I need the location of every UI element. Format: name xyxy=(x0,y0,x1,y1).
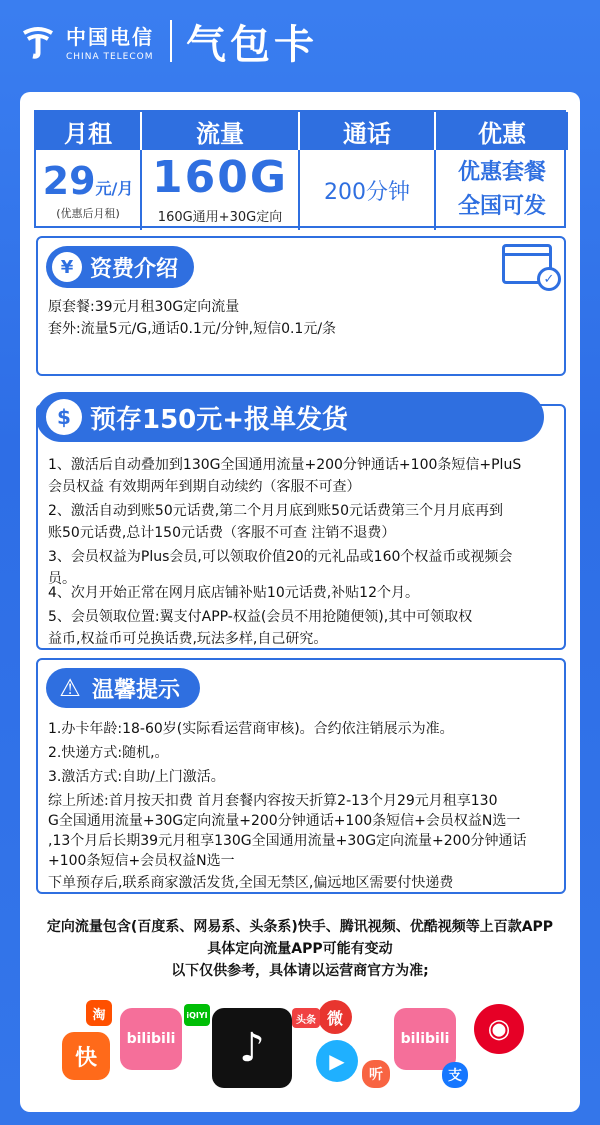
rent-note: (优惠后月租) xyxy=(56,207,120,220)
deposit-line-9: 益币,权益币可兑换话费,玩法多样,自己研究。 xyxy=(48,631,328,647)
tencent-video-app-icon: ▶ xyxy=(316,1040,358,1082)
warning-icon: ⚠ xyxy=(59,674,81,702)
deposit-line-6: 员。 xyxy=(48,571,76,587)
flow-value: 160G xyxy=(152,151,288,203)
tips-title-pill xyxy=(46,668,200,708)
footer-line-2: 具体定向流量APP可能有变动 xyxy=(207,941,393,957)
plan-table xyxy=(34,110,566,228)
bill-check-icon: ✓ xyxy=(502,244,552,284)
ximalaya-app-icon: 听 xyxy=(362,1060,390,1088)
toutiao-app-icon: 头条 xyxy=(292,1008,320,1028)
deposit-line-1: 1、激活后自动叠加到130G全国通用流量+200分钟通话+100条短信+PluS xyxy=(48,457,522,473)
yen-icon: ¥ xyxy=(52,252,82,282)
header-divider xyxy=(170,20,172,62)
deposit-line-3: 2、激活自动到账50元话费,第二个月月底到账50元话费第三个月月底再到 xyxy=(48,503,503,519)
header-promo: 优惠 xyxy=(436,112,568,150)
brand-text xyxy=(66,21,154,62)
rent-cell xyxy=(36,150,142,230)
header-flow: 流量 xyxy=(142,112,300,150)
fee-line-1: 原套餐:39元月租30G定向流量 xyxy=(48,299,240,315)
bilibili-app-icon: bilibili xyxy=(120,1008,182,1070)
fee-title: 资费介绍 xyxy=(90,256,179,282)
footer-line-1: 定向流量包含(百度系、网易系、头条系)快手、腾讯视频、优酷视频等上百款APP xyxy=(46,919,554,935)
call-value: 200分钟 xyxy=(324,179,410,205)
fee-line-2: 套外:流量5元/G,通话0.1元/分钟,短信0.1元/条 xyxy=(48,321,337,337)
tips-section xyxy=(36,658,566,894)
promo-line-1: 优惠套餐 xyxy=(457,160,546,185)
deposit-line-2: 会员权益 有效期两年到期自动续约（客服不可查） xyxy=(48,479,361,495)
weibo-app-icon: 微 xyxy=(318,1000,352,1034)
promo-line-2: 全国可发 xyxy=(457,194,546,219)
flow-note: 160G通用+30G定向 xyxy=(157,209,283,225)
douyin-app-icon: ♪ xyxy=(212,1008,292,1088)
rent-unit: 元/月 xyxy=(95,179,134,198)
deposit-title-pill xyxy=(36,392,544,442)
deposit-title: 预存150元+报单发货 xyxy=(90,404,349,435)
tips-line-3: 3.激活方式:自助/上门激活。 xyxy=(48,769,225,785)
dollar-coin-icon: $ xyxy=(46,399,82,435)
brand-name-en: CHINA TELECOM xyxy=(66,51,154,62)
tips-line-2: 2.快递方式:随机,。 xyxy=(48,745,169,761)
iqiyi-app-icon: iQIYI xyxy=(184,1004,210,1026)
tips-title: 温馨提示 xyxy=(92,677,181,703)
header-call: 通话 xyxy=(300,112,436,150)
taobao-app-icon: 淘 xyxy=(86,1000,112,1026)
bilibili-app-icon-2: bilibili xyxy=(394,1008,456,1070)
tips-line-8: 下单预存后,联系商家激活发货,全国无禁区,偏远地区需要付快递费 xyxy=(48,875,454,891)
alipay-app-icon: 支 xyxy=(442,1062,468,1088)
tips-line-6: ,13个月后长期39元月租享130G全国通用流量+30G定向流量+200分钟通话 xyxy=(48,833,527,849)
china-telecom-logo-icon xyxy=(20,23,56,59)
rent-amount: 29 xyxy=(42,159,96,203)
deposit-line-8: 5、会员领取位置:翼支付APP-权益(会员不用抢随便领),其中可领取权 xyxy=(48,609,473,625)
fee-section xyxy=(36,236,566,376)
netease-music-app-icon: ◉ xyxy=(474,1004,524,1054)
fee-title-pill xyxy=(46,246,194,288)
deposit-line-5: 3、会员权益为Plus会员,可以领取价值20的元礼品或160个权益币或视频会 xyxy=(48,549,513,565)
tips-line-7: +100条短信+会员权益N选一 xyxy=(48,853,235,869)
footer-notes xyxy=(20,916,580,982)
deposit-line-4: 账50元话费,总计150元话费（客服不可查 注销不退费） xyxy=(48,525,396,541)
deposit-line-7: 4、次月开始正常在网月底店铺补贴10元话费,补贴12个月。 xyxy=(48,585,419,601)
tips-line-1: 1.办卡年龄:18-60岁(实际看运营商审核)。合约依注销展示为准。 xyxy=(48,721,454,737)
call-cell xyxy=(300,150,436,230)
kuaishou-app-icon: 快 xyxy=(62,1032,110,1080)
product-title: 气包卡 xyxy=(186,21,318,68)
header xyxy=(0,0,600,82)
flow-cell xyxy=(142,150,300,230)
brand-name-cn: 中国电信 xyxy=(66,24,154,49)
app-icons-collage xyxy=(62,994,538,1094)
tips-line-5: G全国通用流量+30G定向流量+200分钟通话+100条短信+会员权益N选一 xyxy=(48,813,521,829)
footer-line-3: 以下仅供参考，具体请以运营商官方为准; xyxy=(171,963,429,979)
promo-cell xyxy=(436,150,568,230)
tips-line-4: 综上所述:首月按天扣费 首月套餐内容按天折算2-13个月29元月租享130 xyxy=(48,793,498,809)
rent-value xyxy=(43,159,134,203)
header-rent: 月租 xyxy=(36,112,142,150)
